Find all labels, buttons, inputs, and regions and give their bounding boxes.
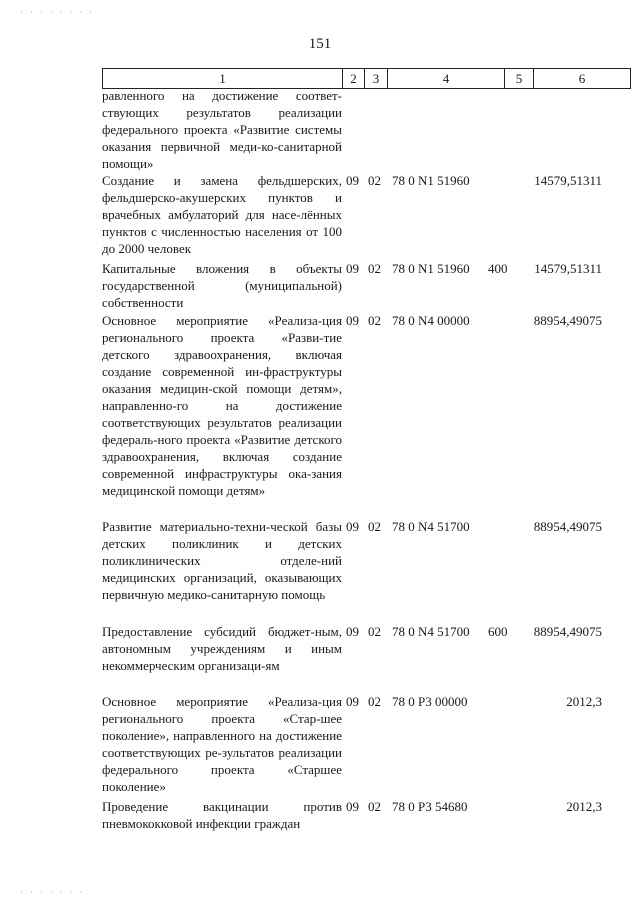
row-subsection: 02 — [368, 799, 381, 814]
row-subsection: 02 — [368, 624, 381, 639]
row-description: Проведение вакцинации против пневмококковой инфекции граждан — [102, 799, 342, 831]
row-amount: 88954,49075 — [533, 624, 602, 639]
row-section: 09 — [346, 313, 359, 328]
scan-artifact: · · · · · · · · — [20, 8, 95, 19]
row-amount: 2012,3 — [566, 694, 602, 709]
row-target-code: 78 0 N4 51700 — [392, 519, 470, 534]
row-description: Создание и замена фельдшерских, фельдшерско-акушерских пунктов и врачебных амбулаторий для насе-лённых пунктов с численностью населения от 100 до 2000 человек — [102, 173, 342, 256]
row-section: 09 — [346, 799, 359, 814]
scan-artifact: · · · · · · · — [20, 888, 85, 899]
row-subsection: 02 — [368, 173, 381, 188]
row-target-code: 78 0 N4 00000 — [392, 313, 470, 328]
row-amount: 88954,49075 — [533, 313, 602, 328]
row-description: Капитальные вложения в объекты государственной (муниципальной) собственности — [102, 261, 342, 310]
row-description: Основное мероприятие «Реализа-ция регионального проекта «Разви-тие детского здравоохранения, включая создание современной ин-фраструктуры оказания медицин-ской помощи детям», направленно-го на достижение соответствующих результатов реализации федераль-ного проекта «Развитие детского здравоохранения, включая создание современной инфраструктуры ока-зания медицинской помощи детям» — [102, 313, 342, 498]
header-col-1: 1 — [103, 69, 343, 88]
row-target-code: 78 0 P3 00000 — [392, 694, 468, 709]
row-amount: 14579,51311 — [534, 261, 602, 276]
row-section: 09 — [346, 694, 359, 709]
header-col-5: 5 — [505, 69, 534, 88]
header-col-3: 3 — [365, 69, 388, 88]
row-subsection: 02 — [368, 313, 381, 328]
row-section: 09 — [346, 173, 359, 188]
row-section: 09 — [346, 519, 359, 534]
row-section: 09 — [346, 624, 359, 639]
row-target-code: 78 0 P3 54680 — [392, 799, 468, 814]
header-col-4: 4 — [388, 69, 505, 88]
row-subsection: 02 — [368, 261, 381, 276]
page-number: 151 — [308, 36, 332, 52]
row-expense-type: 400 — [488, 261, 508, 276]
row-target-code: 78 0 N1 51960 — [392, 173, 470, 188]
row-description: Основное мероприятие «Реализа-ция регионального проекта «Стар-шее поколение», направленного на достижение соответствующих ре-зультатов реализации федерального проекта «Старшее поколение» — [102, 694, 342, 794]
row-section: 09 — [346, 261, 359, 276]
row-subsection: 02 — [368, 694, 381, 709]
row-description: Предоставление субсидий бюджет-ным, автономным учреждениям и иным некоммерческим организаци-ям — [102, 624, 342, 673]
row-description: равленного на достижение соответ-ствующих результатов реализации федерального проекта «Развитие системы оказания первичной меди-ко-санитарной помощи» — [102, 88, 342, 171]
row-amount: 2012,3 — [566, 799, 602, 814]
header-col-6: 6 — [578, 71, 586, 86]
row-description: Развитие материально-техни-ческой базы детских поликлиник и детских поликлинических отделе-ний медицинских организаций, оказывающих первичную медико-санитарную помощь — [102, 519, 342, 602]
header-col-2: 2 — [343, 69, 365, 88]
row-target-code: 78 0 N4 51700 — [392, 624, 470, 639]
row-amount: 88954,49075 — [533, 519, 602, 534]
row-target-code: 78 0 N1 51960 — [392, 261, 470, 276]
row-subsection: 02 — [368, 519, 381, 534]
table-header — [102, 68, 631, 89]
row-expense-type: 600 — [488, 624, 508, 639]
row-amount: 14579,51311 — [534, 173, 602, 188]
